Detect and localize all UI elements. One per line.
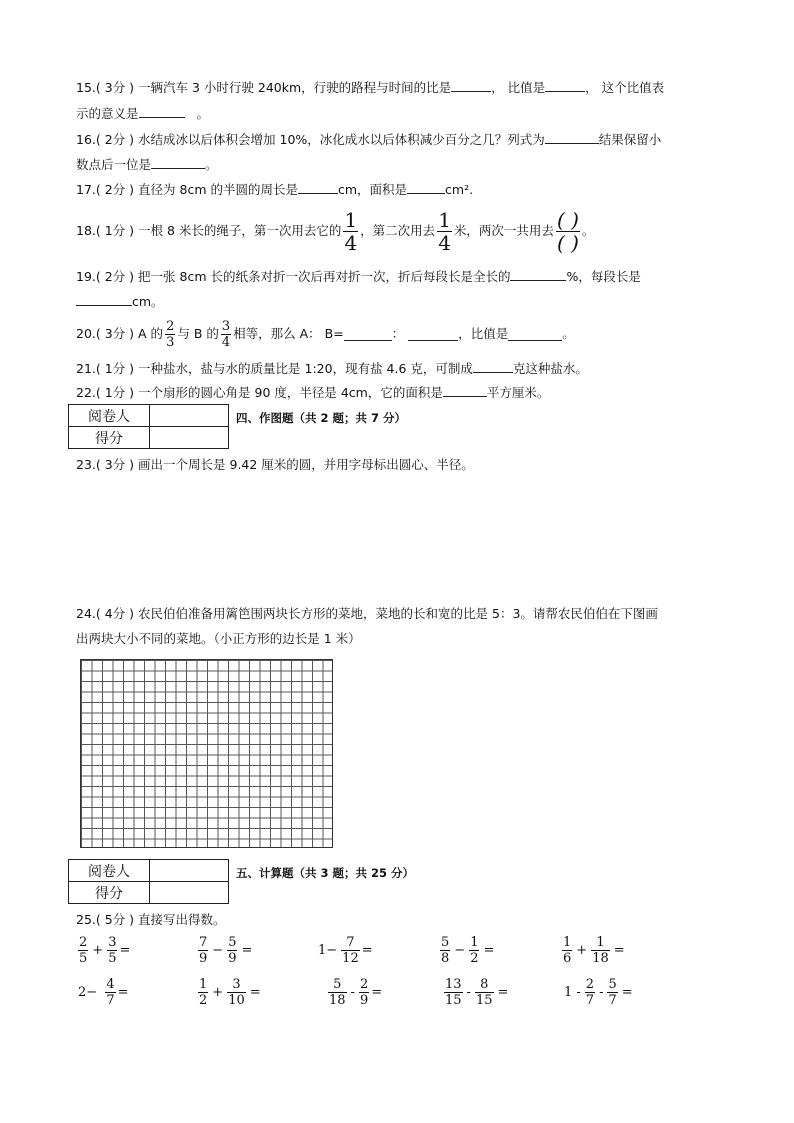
question-score: ( 1分 ) [95, 385, 135, 400]
question-text: ， 比值是 [491, 80, 546, 95]
fraction: $\frac{13}{15}$ [445, 977, 462, 1008]
question-score: ( 3分 ) [95, 457, 135, 472]
question-24-cont [76, 630, 361, 648]
question-text: 与 B 的 [177, 326, 219, 341]
answer-blank[interactable] [473, 359, 513, 373]
calc-expression: 1− $\frac{7}{12}$ = [318, 935, 373, 966]
calc-expression: $\frac{5}{18}$ - $\frac{2}{9}$ = [329, 977, 383, 1008]
answer-blank[interactable] [508, 327, 562, 341]
calc-expression: $\frac{1}{6}$ + $\frac{1}{18}$ = [563, 935, 625, 966]
question-number: 25. [76, 912, 96, 927]
question-20 [76, 316, 575, 352]
question-text: 克这种盐水。 [512, 361, 588, 376]
question-score: ( 1分 ) [95, 223, 135, 238]
fraction: $\frac{2}{7}$ [585, 977, 595, 1008]
question-number: 17. [76, 182, 96, 197]
calc-expression: $\frac{13}{15}$ - $\frac{8}{15}$ = [445, 977, 509, 1008]
question-text: ， 这个比值表 [585, 80, 665, 95]
question-25 [76, 911, 226, 929]
fraction: $\frac{3}{4}$ [221, 318, 231, 350]
answer-blank[interactable] [510, 267, 566, 281]
answer-blank[interactable] [451, 78, 491, 92]
answer-blank[interactable] [407, 180, 445, 194]
question-text: 。 [562, 326, 575, 341]
fraction: $\frac{5}{7}$ [608, 977, 617, 1008]
question-score: ( 3分 ) [95, 80, 135, 95]
question-score: ( 2分 ) [95, 132, 135, 147]
question-21 [76, 359, 588, 378]
question-text: 一个扇形的圆心角是 90 度，半径是 4cm，它的面积是 [138, 385, 443, 400]
question-19-cont [76, 292, 164, 311]
fraction: $\frac{3}{10}$ [228, 977, 245, 1008]
question-text: 。 [205, 157, 218, 172]
answer-blank[interactable] [408, 327, 458, 341]
score-field[interactable] [150, 882, 229, 904]
question-number: 18. [76, 223, 96, 238]
fraction: $\frac{1}{4}$ [438, 207, 451, 255]
fraction: $\frac{5}{9}$ [228, 935, 237, 966]
fraction: $\frac{1}{2}$ [199, 977, 208, 1008]
question-text: 直接写出得数。 [138, 912, 226, 927]
question-text: 。 [196, 106, 209, 121]
answer-blank[interactable] [139, 104, 185, 118]
question-text: 一辆汽车 3 小时行驶 240km，行驶的路程与时间的比是 [138, 80, 452, 95]
question-text: 结果保留小 [598, 132, 662, 147]
answer-blank[interactable] [151, 155, 205, 169]
question-15 [76, 78, 664, 97]
calc-expression: 1 - $\frac{2}{7}$ - $\frac{5}{7}$ = [564, 977, 633, 1008]
question-text: ： [391, 326, 405, 341]
answer-blank[interactable] [545, 130, 599, 144]
fraction: $\frac{5}{18}$ [329, 977, 346, 1008]
answer-blank[interactable] [443, 383, 487, 397]
question-text: 一种盐水，盐与水的质量比是 1:20，现有盐 4.6 克，可制成 [138, 361, 473, 376]
fraction: $\frac{7}{9}$ [199, 935, 208, 966]
reviewer-label: 阅卷人 [69, 860, 150, 882]
reviewer-field[interactable] [150, 860, 229, 882]
score-field[interactable] [150, 427, 229, 449]
question-number: 16. [76, 132, 96, 147]
question-text: 示的意义是 [76, 106, 139, 121]
question-text: 水结成冰以后体积会增加 10%，冰化成水以后体积减少百分之几？列式为 [138, 132, 545, 147]
reviewer-label: 阅卷人 [69, 405, 150, 427]
question-text: %，每段长是 [566, 269, 641, 284]
answer-fraction-blank[interactable]: $\frac{( )}{( )}$ [556, 207, 579, 255]
question-score: ( 3分 ) [95, 326, 135, 341]
question-number: 22. [76, 385, 96, 400]
fraction: $\frac{1}{6}$ [563, 935, 572, 966]
question-text: 农民伯伯准备用篱笆围两块长方形的菜地，菜地的长和宽的比是 5：3。请帮农民伯伯在下图画 [138, 606, 658, 621]
question-text: cm。 [132, 294, 164, 309]
question-score: ( 2分 ) [95, 269, 135, 284]
question-text: A 的 [138, 326, 164, 341]
fraction: $\frac{7}{12}$ [342, 935, 359, 966]
fraction: $\frac{1}{18}$ [592, 935, 609, 966]
score-box [68, 404, 229, 449]
question-text: 平方厘米。 [486, 385, 550, 400]
answer-blank[interactable] [545, 78, 585, 92]
question-number: 24. [76, 606, 96, 621]
question-19 [76, 267, 641, 286]
fraction: $\frac{2}{3}$ [166, 318, 175, 350]
question-16-cont [76, 155, 218, 174]
fraction: $\frac{3}{5}$ [108, 935, 117, 966]
question-text: cm，面积是 [337, 182, 408, 197]
question-number: 19. [76, 269, 96, 284]
reviewer-field[interactable] [150, 405, 229, 427]
section-4-title: 四、作图题（共 2 题；共 7 分） [236, 411, 407, 425]
fraction: $\frac{5}{8}$ [441, 935, 450, 966]
question-text: 直径为 8cm 的半圆的周长是 [138, 182, 298, 197]
calc-expression: 2− $\frac{4}{7}$ = [78, 977, 129, 1008]
question-22 [76, 383, 549, 402]
question-text: 一根 8 米长的绳子，第一次用去它的 [138, 223, 342, 238]
calc-expression: $\frac{7}{9}$ − $\frac{5}{9}$ = [199, 935, 253, 966]
question-24 [76, 605, 658, 623]
fraction: $\frac{1}{2}$ [470, 935, 479, 966]
question-text: 相等，那么 A： B= [233, 326, 344, 341]
answer-blank[interactable] [76, 292, 132, 306]
question-16 [76, 130, 661, 149]
calc-expression: $\frac{2}{5}$ + $\frac{3}{5}$ = [79, 935, 131, 966]
score-label: 得分 [69, 882, 150, 904]
question-15-cont [76, 104, 209, 123]
calc-expression: $\frac{5}{8}$ − $\frac{1}{2}$ = [441, 935, 495, 966]
score-label: 得分 [69, 427, 150, 449]
question-text: 数点后一位是 [76, 157, 152, 172]
question-number: 23. [76, 457, 96, 472]
question-score: ( 5分 ) [95, 912, 135, 927]
question-text: 。 [581, 223, 595, 238]
square-grid[interactable] [80, 659, 333, 848]
calc-expression: $\frac{1}{2}$ + $\frac{3}{10}$ = [199, 977, 261, 1008]
fraction: $\frac{2}{5}$ [79, 935, 88, 966]
section-5-title: 五、计算题（共 3 题；共 25 分） [236, 866, 415, 880]
question-text: 把一张 8cm 长的纸条对折一次后再对折一次，折后每段长是全长的 [138, 269, 511, 284]
score-box [68, 859, 229, 904]
answer-blank[interactable] [344, 327, 392, 341]
question-number: 15. [76, 80, 96, 95]
fraction: $\frac{4}{7}$ [106, 977, 115, 1008]
question-text: 出两块大小不同的菜地。（小正方形的边长是 1 米） [76, 631, 361, 646]
answer-blank[interactable] [298, 180, 338, 194]
question-text: ，比值是 [458, 326, 509, 341]
question-text: ，第二次用去 [360, 223, 436, 238]
fraction: $\frac{1}{4}$ [344, 207, 358, 255]
question-23 [76, 456, 474, 474]
question-text: cm². [445, 182, 474, 197]
fraction: $\frac{2}{9}$ [359, 977, 369, 1008]
question-text: 米，两次一共用去 [453, 223, 554, 238]
question-score: ( 1分 ) [95, 361, 135, 376]
question-text: 画出一个周长是 9.42 厘米的圆，并用字母标出圆心、半径。 [138, 457, 474, 472]
question-score: ( 2分 ) [95, 182, 135, 197]
fraction: $\frac{8}{15}$ [475, 977, 493, 1008]
question-18 [76, 207, 594, 255]
question-score: ( 4分 ) [95, 606, 135, 621]
question-number: 21. [76, 361, 96, 376]
question-number: 20. [76, 326, 96, 341]
question-17 [76, 180, 473, 199]
